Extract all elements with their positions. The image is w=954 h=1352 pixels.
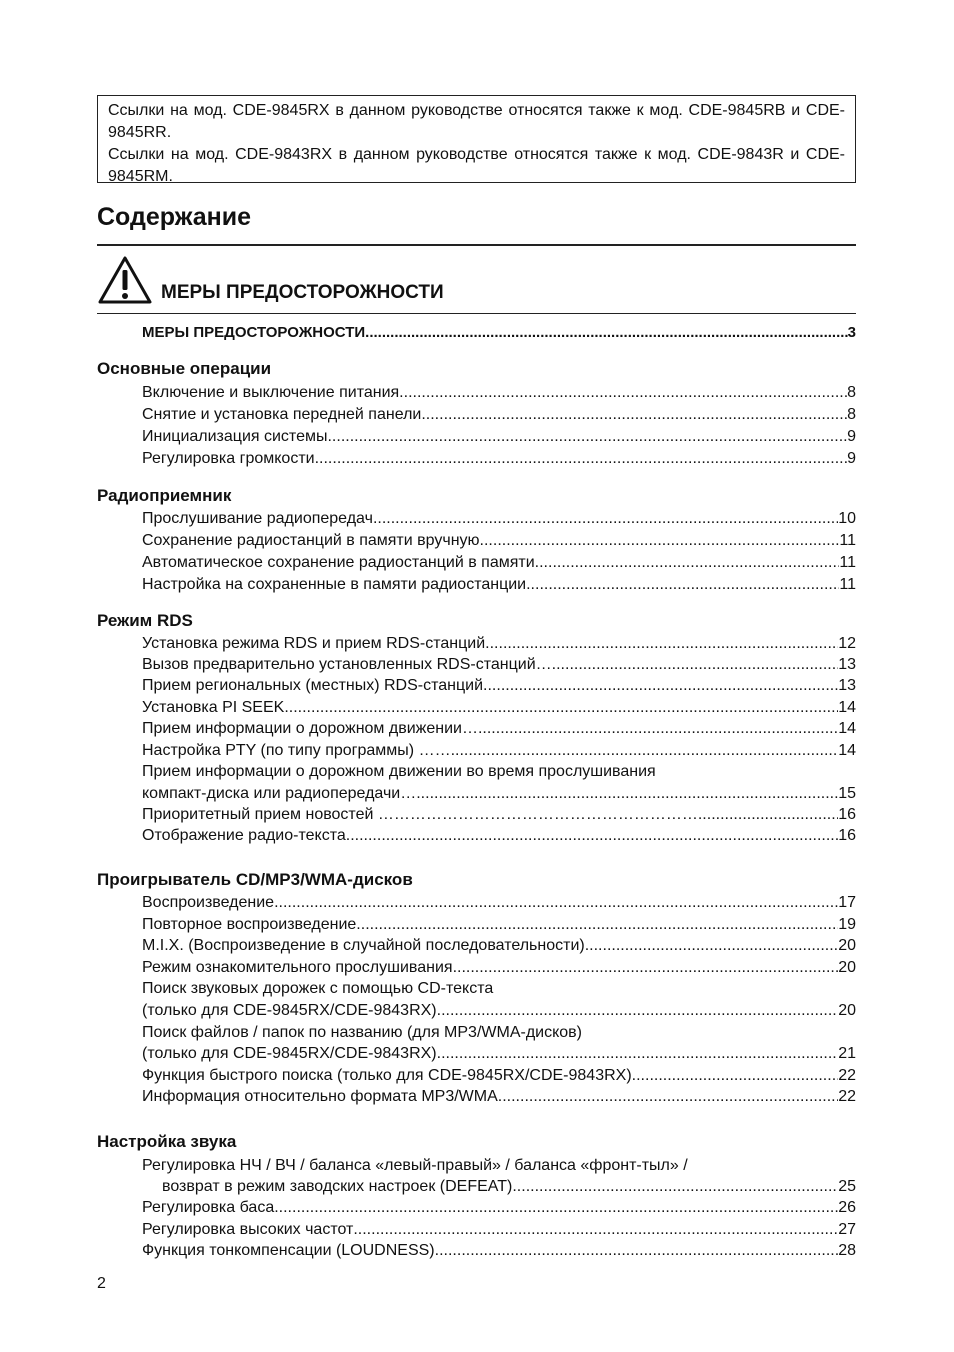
toc-label: Воспроизведение (142, 894, 275, 911)
toc-label: Прием информации о дорожном движении… (142, 720, 478, 737)
toc-label: Включение и выключение питания (142, 384, 400, 401)
toc-entry[interactable] (142, 825, 856, 847)
toc-label: Инициализация системы (142, 428, 328, 445)
toc-page: 12 (838, 635, 856, 652)
toc-leader (274, 892, 838, 914)
toc-leader (435, 1240, 839, 1262)
toc-page: 10 (838, 510, 856, 527)
toc-entry[interactable] (142, 1240, 856, 1262)
toc-entry-first-line[interactable]: Регулировка НЧ / ВЧ / баланса «левый-правый» / баланса «фронт-тыл» / (142, 1157, 688, 1174)
toc-page: 15 (838, 785, 856, 802)
toc-label: Прослушивание радиопередач (142, 510, 373, 527)
toc-entry[interactable] (142, 804, 856, 826)
toc-leader (485, 633, 838, 655)
toc-page: 22 (838, 1067, 856, 1084)
toc-entry[interactable] (162, 1176, 856, 1198)
toc-label: компакт-диска или радиопередачи… (142, 785, 417, 802)
toc-leader (373, 508, 838, 530)
toc-leader (526, 574, 839, 596)
toc-page: 14 (838, 720, 856, 737)
toc-label: Установка PI SEEK (142, 699, 285, 716)
toc-leader (346, 825, 838, 847)
page-number: 2 (97, 1275, 106, 1292)
toc-page: 11 (839, 554, 856, 571)
toc-entry[interactable] (142, 1043, 856, 1065)
toc-page: 27 (838, 1221, 856, 1238)
toc-entry[interactable] (142, 675, 856, 697)
toc-page: 8 (847, 406, 856, 423)
toc-page: 9 (847, 450, 856, 467)
toc-page: 13 (838, 656, 856, 673)
toc-entry[interactable] (142, 654, 856, 676)
section-heading-radio: Радиоприемник (97, 486, 232, 505)
toc-entry[interactable] (142, 382, 856, 404)
toc-label: Настройка на сохраненные в памяти радиостанции (142, 576, 527, 593)
toc-entry[interactable] (142, 1219, 856, 1241)
toc-label: МЕРЫ ПРЕДОСТОРОЖНОСТИ (142, 324, 366, 341)
toc-page: 21 (838, 1045, 856, 1062)
toc-page: 11 (839, 576, 856, 593)
toc-label: Автоматическое сохранение радиостанций в памяти (142, 554, 535, 571)
toc-entry[interactable] (142, 448, 856, 470)
toc-page: 3 (847, 324, 856, 341)
toc-page: 19 (838, 916, 856, 933)
toc-entry-first-line[interactable]: Поиск звуковых дорожек с помощью CD-текста (142, 980, 494, 997)
toc-leader (480, 530, 840, 552)
toc-label: Регулировка громкости (142, 450, 315, 467)
toc-entry[interactable] (142, 574, 856, 596)
toc-entry-first-line[interactable]: Прием информации о дорожном движении во время прослушивания (142, 763, 656, 780)
toc-entry[interactable] (142, 426, 856, 448)
toc-entry[interactable] (142, 718, 856, 740)
toc-leader (274, 1197, 838, 1219)
toc-label: Функция тонкомпенсации (LOUDNESS) (142, 1242, 435, 1259)
notice-line-2: Ссылки на мод. CDE-9843RX в данном руководстве относятся также к мод. CDE-9843R и CDE-9845RM. (108, 146, 845, 185)
toc-label: Приоритетный прием новостей …………………………………………………… (142, 806, 698, 823)
toc-leader (512, 1176, 838, 1198)
notice-line-1: Ссылки на мод. CDE-9845RX в данном руководстве относятся также к мод. CDE-9845RB и CDE-9845RR. (108, 102, 845, 141)
toc-leader (356, 914, 838, 936)
toc-page: 17 (838, 894, 856, 911)
toc-page: 20 (838, 959, 856, 976)
toc-leader (632, 1065, 839, 1087)
caution-divider (97, 313, 856, 314)
toc-leader (535, 552, 840, 574)
toc-label: Сохранение радиостанций в памяти вручную (142, 532, 480, 549)
toc-entry[interactable] (142, 633, 856, 655)
toc-entry[interactable] (142, 892, 856, 914)
toc-label: Регулировка баса (142, 1199, 275, 1216)
toc-entry[interactable] (142, 783, 856, 805)
section-heading-sound: Настройка звука (97, 1132, 237, 1151)
toc-leader (365, 322, 848, 344)
toc-page: 13 (838, 677, 856, 694)
warning-triangle-icon (97, 255, 153, 305)
toc-leader (416, 783, 838, 805)
toc-entry[interactable] (142, 1000, 856, 1022)
toc-entry[interactable] (142, 935, 856, 957)
toc-entry[interactable] (142, 530, 856, 552)
toc-leader (284, 697, 838, 719)
page-title: Содержание (97, 203, 252, 231)
toc-entry[interactable] (142, 697, 856, 719)
toc-leader (585, 935, 838, 957)
toc-page: 20 (838, 937, 856, 954)
toc-page: 26 (838, 1199, 856, 1216)
toc-entry[interactable] (142, 740, 856, 762)
toc-leader (315, 448, 848, 470)
toc-label: возврат в режим заводских настроек (DEFEAT) (162, 1178, 513, 1195)
toc-label: Отображение радио-текста (142, 827, 346, 844)
title-divider (97, 244, 856, 246)
toc-entry[interactable] (142, 957, 856, 979)
section-heading-cd: Проигрыватель CD/MP3/WMA-дисков (97, 870, 413, 889)
toc-entry[interactable] (142, 1197, 856, 1219)
section-heading-basic: Основные операции (97, 359, 272, 378)
toc-entry[interactable] (142, 1086, 856, 1108)
toc-leader (327, 426, 847, 448)
toc-page: 20 (838, 1002, 856, 1019)
toc-leader (437, 1000, 839, 1022)
toc-page: 28 (838, 1242, 856, 1259)
toc-label: Снятие и установка передней панели (142, 406, 422, 423)
toc-page: 22 (838, 1088, 856, 1105)
toc-page: 25 (838, 1178, 856, 1195)
toc-leader (353, 1219, 838, 1241)
toc-leader (399, 382, 847, 404)
toc-page: 16 (838, 827, 856, 844)
toc-label: Настройка PTY (по типу программы) …… (142, 742, 451, 759)
toc-leader (437, 1043, 839, 1065)
caution-heading: МЕРЫ ПРЕДОСТОРОЖНОСТИ (161, 282, 444, 303)
toc-page: 14 (838, 699, 856, 716)
toc-leader (421, 404, 847, 426)
section-heading-rds: Режим RDS (97, 611, 193, 630)
toc-label: Информация относительно формата MP3/WMA (142, 1088, 498, 1105)
toc-page: 11 (839, 532, 856, 549)
toc-entry[interactable] (142, 1065, 856, 1087)
toc-leader (698, 804, 838, 826)
toc-entry[interactable] (142, 914, 856, 936)
toc-label: Вызов предварительно установленных RDS-станций… (142, 656, 552, 673)
notice-box (97, 95, 856, 183)
toc-label: (только для CDE-9845RX/CDE-9843RX) (142, 1002, 437, 1019)
toc-leader (483, 675, 838, 697)
toc-page: 9 (847, 428, 856, 445)
toc-leader (451, 740, 839, 762)
toc-leader (453, 957, 839, 979)
toc-label: (только для CDE-9845RX/CDE-9843RX) (142, 1045, 437, 1062)
toc-leader (478, 718, 838, 740)
toc-entry[interactable] (142, 552, 856, 574)
toc-label: Режим ознакомительного прослушивания (142, 959, 453, 976)
toc-entry[interactable] (142, 322, 856, 344)
toc-page: 14 (838, 742, 856, 759)
toc-page: 16 (838, 806, 856, 823)
toc-label: Повторное воспроизведение (142, 916, 357, 933)
toc-page: 8 (847, 384, 856, 401)
toc-label: Установка режима RDS и прием RDS-станций (142, 635, 486, 652)
toc-label: M.I.X. (Воспроизведение в случайной последовательности) (142, 937, 585, 954)
toc-leader (498, 1086, 838, 1108)
toc-label: Функция быстрого поиска (только для CDE-9845RX/CDE-9843RX) (142, 1067, 632, 1084)
toc-leader (552, 654, 839, 676)
toc-entry-first-line[interactable]: Поиск файлов / папок по названию (для MP3/WMA-дисков) (142, 1024, 582, 1041)
toc-entry[interactable] (142, 404, 856, 426)
toc-label: Регулировка высоких частот (142, 1221, 354, 1238)
toc-label: Прием региональных (местных) RDS-станций (142, 677, 484, 694)
toc-entry[interactable] (142, 508, 856, 530)
